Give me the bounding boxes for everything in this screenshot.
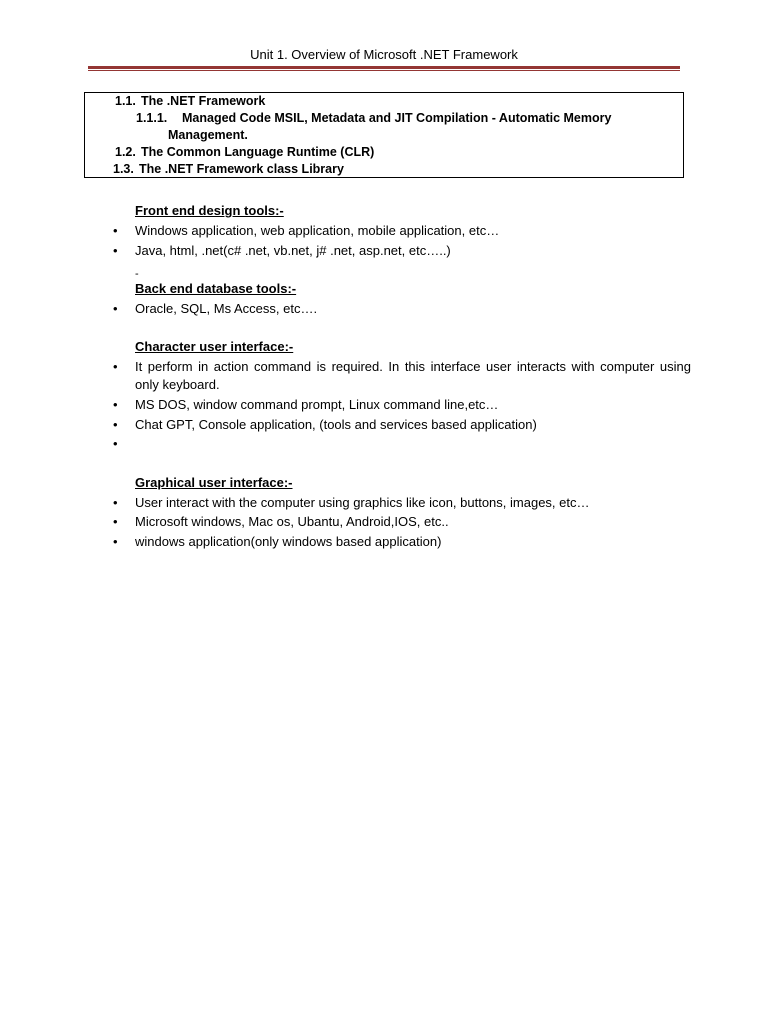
header-rule-thick [88, 66, 680, 69]
toc-number: 1.1.1. [136, 111, 168, 125]
toc-text: Managed Code MSIL, Metadata and JIT Compilation - Automatic Memory [182, 111, 612, 125]
list-item-text: User interact with the computer using graphics like icon, buttons, images, etc… [135, 495, 590, 510]
bullet-icon: • [113, 359, 118, 374]
toc-number: 1.2. [115, 145, 136, 159]
list-item-text: MS DOS, window command prompt, Linux command line,etc… [135, 397, 499, 412]
back-end-heading: Back end database tools:- [135, 281, 297, 296]
toc-item-1-1-1-continuation: Management. [168, 128, 248, 142]
toc-item-1-2 [115, 144, 374, 160]
header-rule-thin [88, 70, 680, 71]
bullet-icon: • [113, 514, 118, 529]
front-end-heading: Front end design tools:- [135, 203, 284, 218]
gui-heading: Graphical user interface:- [135, 475, 293, 490]
list-item-text: Oracle, SQL, Ms Access, etc…. [135, 301, 318, 316]
bullet-icon: • [113, 417, 118, 432]
cui-heading: Character user interface:- [135, 339, 294, 354]
bullet-icon: • [113, 436, 118, 451]
list-item-text: Windows application, web application, mobile application, etc… [135, 223, 500, 238]
list-item-text: Chat GPT, Console application, (tools and services based application) [135, 417, 537, 432]
bullet-icon: • [113, 534, 118, 549]
list-item-text: windows application(only windows based application) [135, 534, 442, 549]
toc-text: The .NET Framework [141, 94, 266, 108]
toc-box [84, 92, 684, 178]
stray-dash-mark: - [135, 268, 139, 280]
toc-item-1-1 [115, 93, 265, 109]
bullet-icon: • [113, 243, 118, 258]
list-item-text: It perform in action command is required. In this interface user interacts with computer using only keyboard. [135, 359, 691, 392]
toc-item-1-3 [113, 161, 344, 177]
bullet-icon: • [113, 223, 118, 238]
list-item-text: Microsoft windows, Mac os, Ubantu, Android,IOS, etc.. [135, 514, 449, 529]
toc-item-1-1-1 [136, 110, 611, 126]
toc-number: 1.3. [113, 162, 134, 176]
bullet-icon: • [113, 397, 118, 412]
toc-text: The Common Language Runtime (CLR) [141, 145, 375, 159]
list-item-text: Java, html, .net(c# .net, vb.net, j# .net, asp.net, etc…..) [135, 243, 451, 258]
bullet-icon: • [113, 495, 118, 510]
toc-number: 1.1. [115, 94, 136, 108]
page-header-title: Unit 1. Overview of Microsoft .NET Framework [250, 47, 518, 62]
bullet-icon: • [113, 301, 118, 316]
toc-text: The .NET Framework class Library [139, 162, 344, 176]
